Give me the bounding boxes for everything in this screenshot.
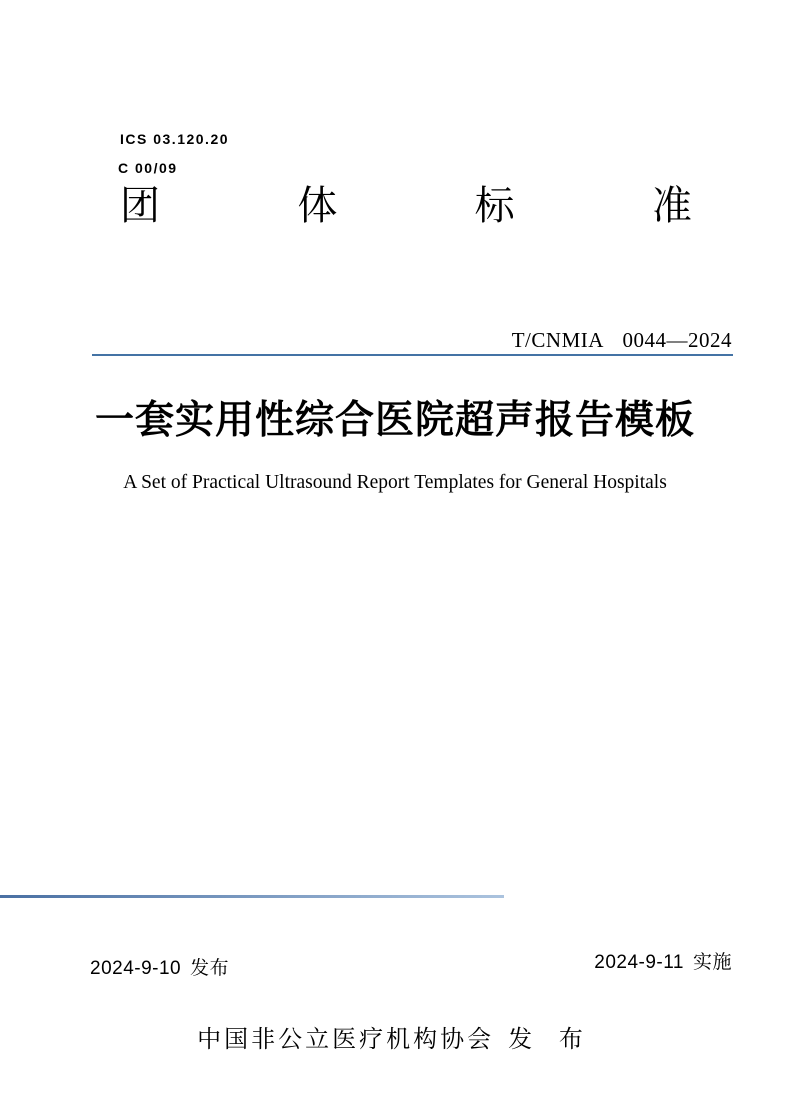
publisher-action: 发 布 xyxy=(508,1026,593,1053)
implement-date-row xyxy=(594,947,732,974)
issue-label: 发布 xyxy=(190,958,230,979)
publisher-row xyxy=(0,1019,790,1054)
banner-char: 体 xyxy=(297,184,338,228)
issue-date: 2024-9-10 xyxy=(90,958,182,979)
publisher-name: 中国非公立医疗机构协会 xyxy=(197,1026,495,1053)
banner-char: 标 xyxy=(474,184,515,228)
ics-code: ICS 03.120.20 xyxy=(120,131,230,147)
classification-code: C 00/09 xyxy=(118,160,178,176)
document-title-chinese: 一套实用性综合医院超声报告模板 xyxy=(94,399,695,442)
banner-char: 团 xyxy=(120,184,160,228)
implement-label: 实施 xyxy=(692,952,732,973)
document-title-english: A Set of Practical Ultrasound Report Templates for General Hospitals xyxy=(123,472,667,493)
standard-number-rule xyxy=(92,354,733,356)
banner-char: 准 xyxy=(651,184,692,228)
bottom-rule xyxy=(0,895,504,898)
issue-date-row xyxy=(90,953,229,980)
standard-number: T/CNMIA 0044—2024 xyxy=(511,328,732,352)
standard-type-banner xyxy=(120,184,692,228)
implement-date: 2024-9-11 xyxy=(594,952,684,973)
